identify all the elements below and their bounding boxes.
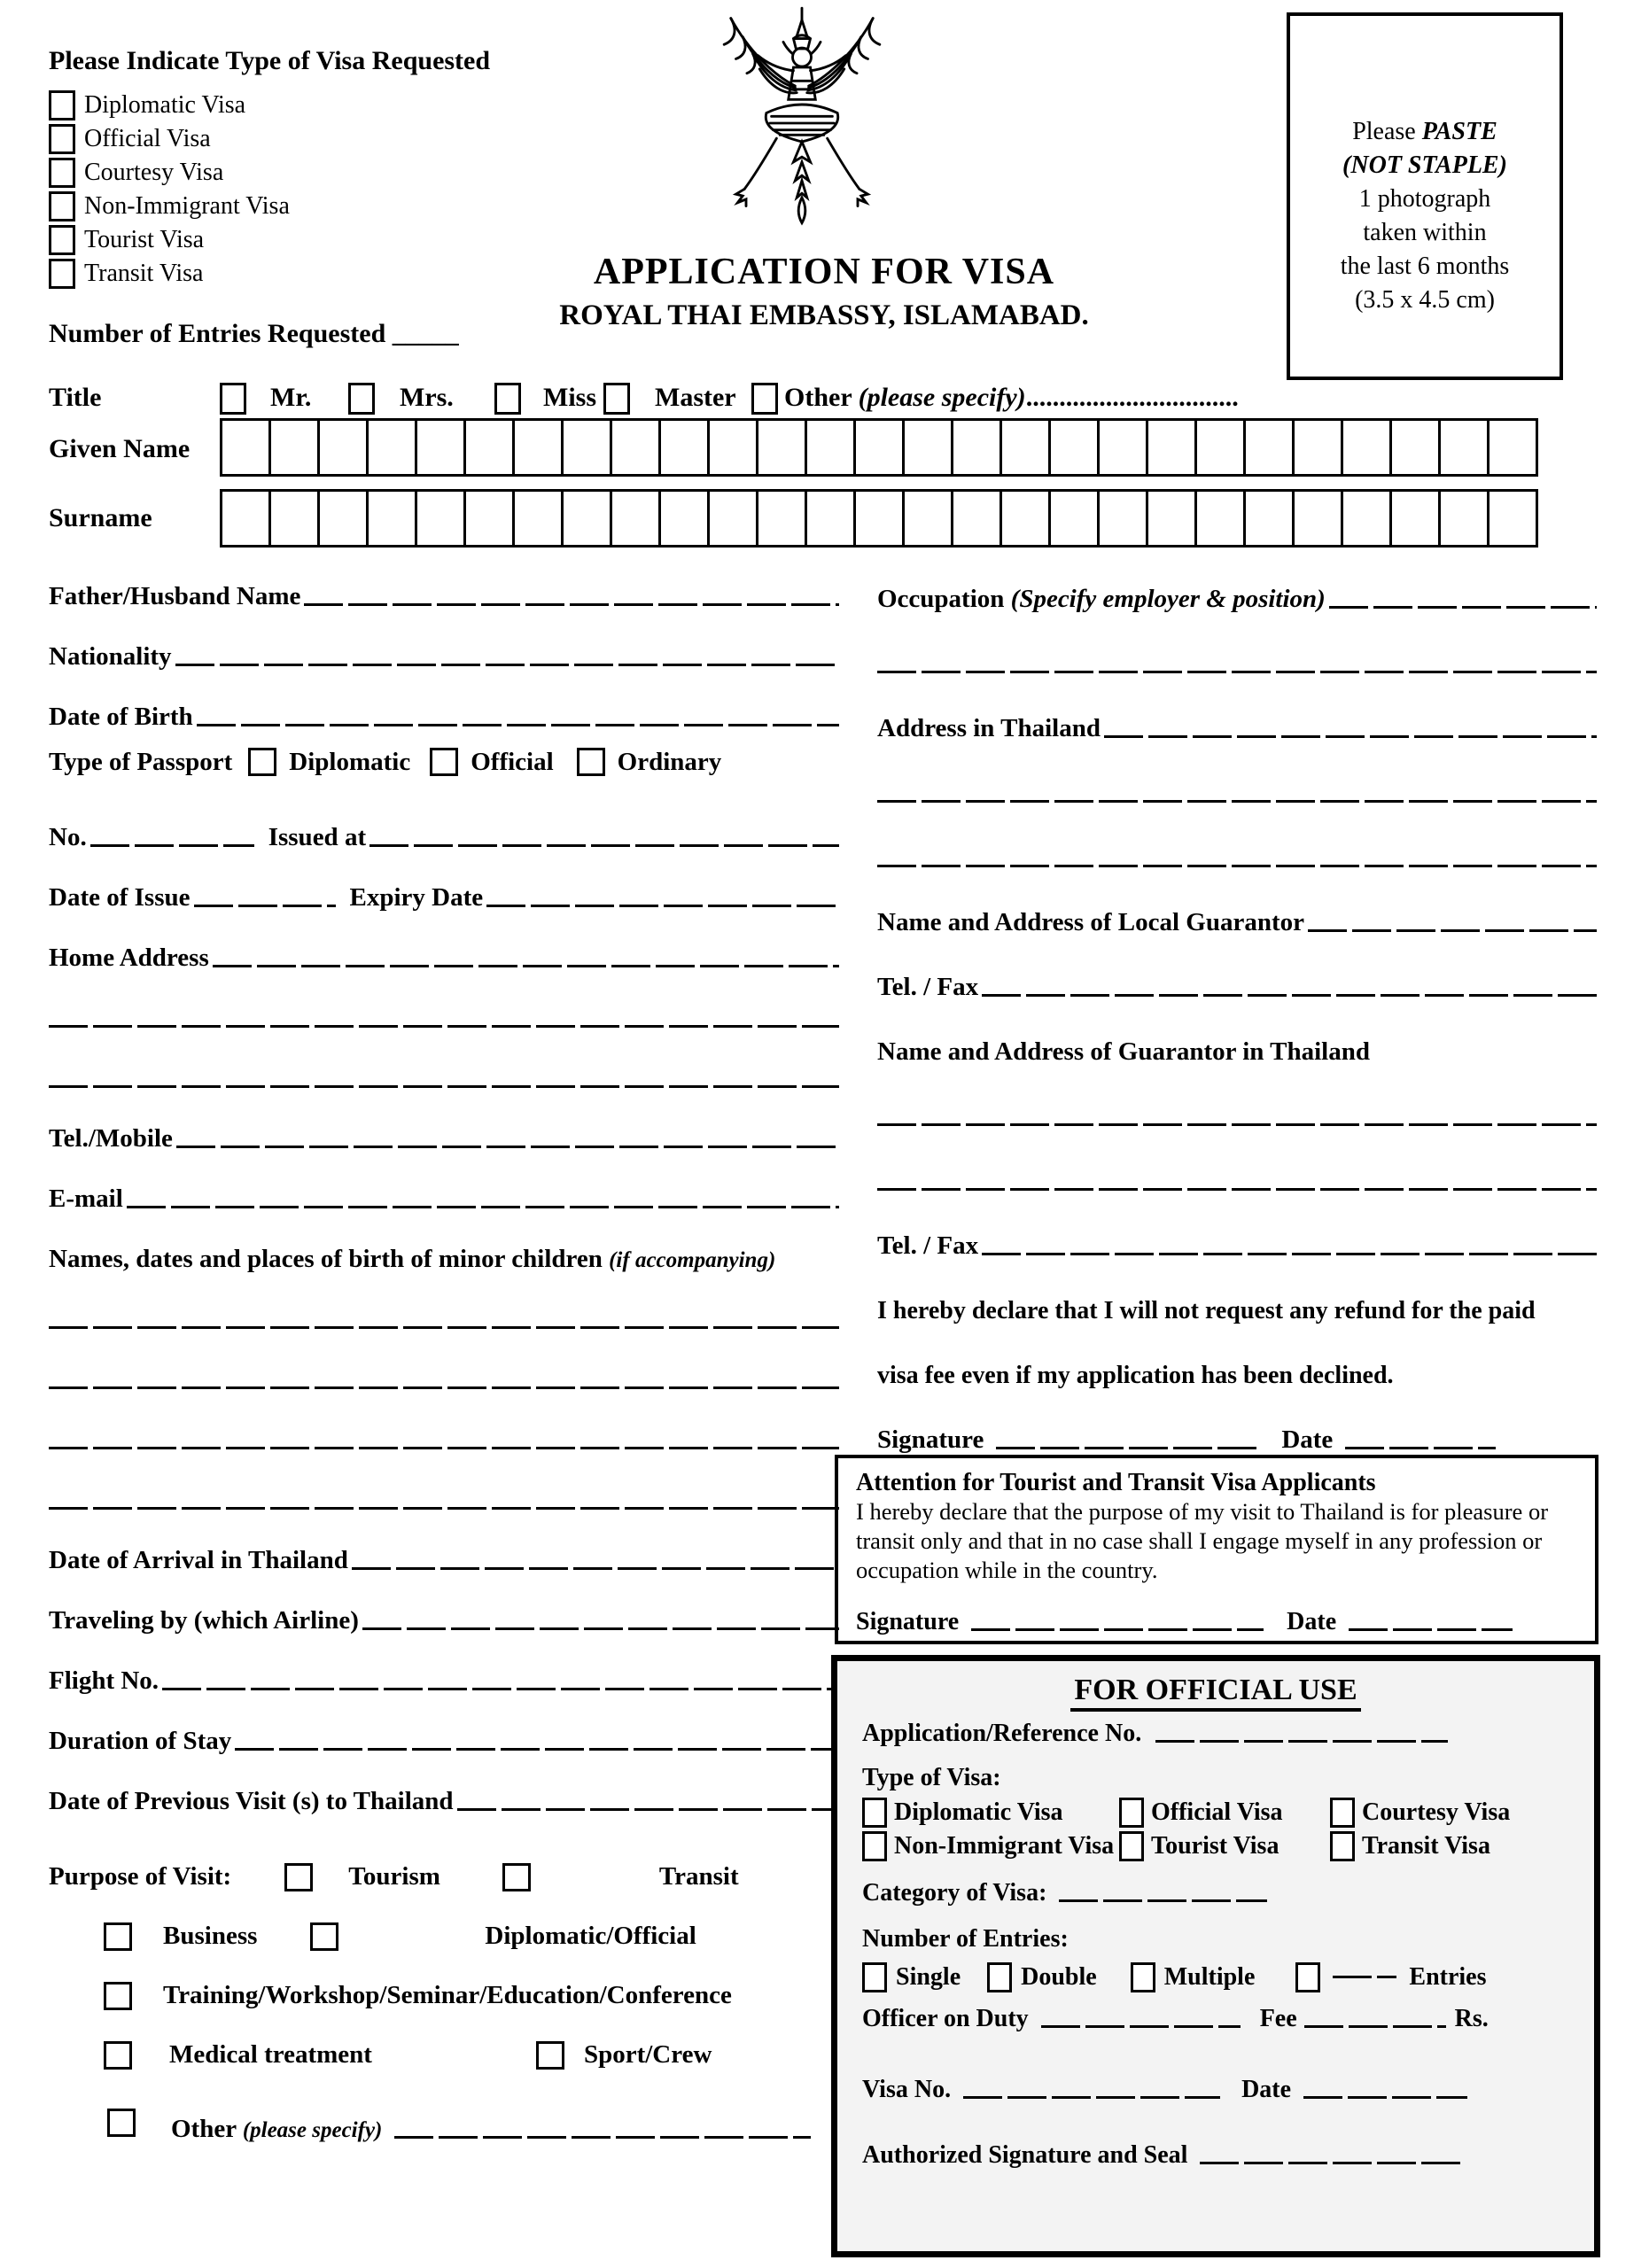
char-cell[interactable] xyxy=(807,421,856,474)
char-cell[interactable] xyxy=(564,421,612,474)
passport-ordinary-label: Ordinary xyxy=(617,747,722,776)
category-label: Category of Visa: xyxy=(862,1879,1047,1907)
char-cell[interactable] xyxy=(417,492,466,545)
official-diplomatic-visa-label: Diplomatic Visa xyxy=(894,1798,1063,1826)
passport-diplomatic-label: Diplomatic xyxy=(289,747,411,776)
title-other-checkbox[interactable] xyxy=(751,383,778,415)
right-column xyxy=(877,549,1597,1455)
guarantor-thailand-line-1[interactable] xyxy=(877,1123,1597,1126)
char-cell[interactable] xyxy=(758,492,807,545)
non-immigrant-visa-checkbox[interactable] xyxy=(49,191,75,221)
diplomatic-visa-label: Diplomatic Visa xyxy=(84,91,246,119)
surname-label: Surname xyxy=(49,503,152,532)
given-name-label: Given Name xyxy=(49,434,191,463)
official-visa-label: Official Visa xyxy=(84,125,211,152)
date-field[interactable] xyxy=(1345,1447,1496,1449)
attention-date-label: Date xyxy=(1287,1608,1337,1635)
official-official-visa-label: Official Visa xyxy=(1151,1798,1283,1826)
char-cell[interactable] xyxy=(1148,492,1197,545)
courtesy-visa-checkbox[interactable] xyxy=(49,158,75,188)
title-mr-label: Mr. xyxy=(270,383,312,412)
entries-double-label: Double xyxy=(1021,1963,1097,1991)
purpose-other-checkbox[interactable] xyxy=(107,2109,136,2137)
tel-mobile-field[interactable] xyxy=(176,1146,839,1148)
purpose-tourism-label: Tourism xyxy=(348,1862,440,1891)
photo-line-4: taken within xyxy=(1363,219,1487,246)
father-husband-label: Father/Husband Name xyxy=(49,582,301,610)
guarantor-thailand-line-2[interactable] xyxy=(877,1188,1597,1191)
char-cell[interactable] xyxy=(1148,421,1197,474)
entries-requested-label: Number of Entries Requested xyxy=(49,319,386,348)
title-other-label: Other (please specify)................................ xyxy=(784,383,1239,412)
entries-double-checkbox[interactable] xyxy=(987,1962,1012,1992)
duration-label: Duration of Stay xyxy=(49,1727,232,1755)
non-immigrant-visa-label: Non-Immigrant Visa xyxy=(84,192,290,220)
previous-visit-label: Date of Previous Visit (s) to Thailand xyxy=(49,1787,454,1815)
minor-children-line-4[interactable] xyxy=(49,1507,839,1510)
char-cell[interactable] xyxy=(515,492,564,545)
official-use-title: FOR OFFICIAL USE xyxy=(862,1674,1569,1707)
char-cell[interactable] xyxy=(1295,421,1343,474)
entries-requested-row xyxy=(49,319,459,349)
purpose-medical-label: Medical treatment xyxy=(169,2040,372,2069)
passport-no-label: No. xyxy=(49,823,87,851)
purpose-section xyxy=(49,1847,846,2144)
auth-seal-label: Authorized Signature and Seal xyxy=(862,2141,1188,2169)
visa-no-field[interactable] xyxy=(963,2096,1220,2099)
entries-word-label: Entries xyxy=(1409,1963,1487,1991)
purpose-label: Purpose of Visit: xyxy=(49,1862,232,1891)
local-guarantor-field[interactable] xyxy=(1308,929,1597,932)
local-guarantor-label: Name and Address of Local Guarantor xyxy=(877,908,1305,936)
minor-children-line-1[interactable] xyxy=(49,1326,839,1329)
title-label: Title xyxy=(49,383,102,412)
char-cell[interactable] xyxy=(1441,421,1490,474)
date-label: Date xyxy=(1281,1425,1334,1454)
entries-count-field[interactable] xyxy=(1333,1976,1396,1978)
title-row xyxy=(49,374,1608,416)
attention-date-field[interactable] xyxy=(1349,1628,1513,1631)
char-cell[interactable] xyxy=(905,492,953,545)
official-transit-visa-label: Transit Visa xyxy=(1362,1832,1490,1860)
signature-field[interactable] xyxy=(996,1447,1262,1449)
char-cell[interactable] xyxy=(466,421,515,474)
title-miss-checkbox[interactable] xyxy=(494,383,521,415)
father-husband-field[interactable] xyxy=(304,603,839,606)
entries-single-label: Single xyxy=(896,1963,961,1991)
fee-field[interactable] xyxy=(1304,2025,1446,2028)
arrival-date-field[interactable] xyxy=(352,1567,839,1570)
entries-single-checkbox[interactable] xyxy=(862,1962,887,1992)
officer-label: Officer on Duty xyxy=(862,2005,1029,2032)
date-of-issue-field[interactable] xyxy=(194,905,336,907)
purpose-diplomatic-label: Diplomatic/Official xyxy=(485,1922,696,1950)
official-non-immigrant-visa-checkbox[interactable] xyxy=(862,1831,887,1861)
char-cell[interactable] xyxy=(905,421,953,474)
visa-no-label: Visa No. xyxy=(862,2076,952,2103)
entries-multiple-checkbox[interactable] xyxy=(1131,1962,1155,1992)
nationality-field[interactable] xyxy=(175,664,839,666)
transit-visa-checkbox[interactable] xyxy=(49,259,75,289)
official-transit-visa-checkbox[interactable] xyxy=(1330,1831,1355,1861)
purpose-other-field[interactable] xyxy=(394,2136,811,2139)
char-cell[interactable] xyxy=(417,421,466,474)
char-cell[interactable] xyxy=(1002,421,1051,474)
char-cell[interactable] xyxy=(1441,492,1490,545)
telfax-thailand-label: Tel. / Fax xyxy=(877,1231,979,1260)
photo-line-6: (3.5 x 4.5 cm) xyxy=(1355,286,1495,314)
official-non-immigrant-visa-label: Non-Immigrant Visa xyxy=(894,1832,1115,1860)
duration-field[interactable] xyxy=(235,1748,839,1751)
official-use-box xyxy=(831,1655,1600,2257)
entries-requested-field[interactable]: _____ xyxy=(392,319,459,348)
official-date-field[interactable] xyxy=(1303,2096,1467,2099)
given-name-grid xyxy=(220,418,1538,477)
attention-signature-field[interactable] xyxy=(971,1628,1264,1631)
home-address-line-2[interactable] xyxy=(49,1025,839,1028)
title-other-field[interactable]: ................................ xyxy=(1025,383,1239,412)
transit-visa-label: Transit Visa xyxy=(84,260,204,287)
official-official-visa-checkbox[interactable] xyxy=(1119,1798,1144,1828)
official-diplomatic-visa-checkbox[interactable] xyxy=(862,1798,887,1828)
title-miss-label: Miss xyxy=(543,383,596,412)
purpose-other-label: Other (please specify) xyxy=(171,2115,383,2143)
photo-line-5: the last 6 months xyxy=(1340,252,1510,280)
official-tourist-visa-checkbox[interactable] xyxy=(1119,1831,1144,1861)
char-cell[interactable] xyxy=(661,421,710,474)
char-cell[interactable] xyxy=(271,492,320,545)
char-cell[interactable] xyxy=(1246,492,1295,545)
passport-no-field[interactable] xyxy=(90,844,254,847)
fee-label: Fee xyxy=(1259,2005,1297,2032)
char-cell[interactable] xyxy=(953,421,1002,474)
purpose-training-label: Training/Workshop/Seminar/Education/Conference xyxy=(163,1981,732,2009)
airline-field[interactable] xyxy=(362,1627,839,1630)
app-ref-label: Application/Reference No. xyxy=(862,1720,1142,1747)
char-cell[interactable] xyxy=(515,421,564,474)
officer-field[interactable] xyxy=(1041,2025,1241,2028)
passport-type-label: Type of Passport xyxy=(49,747,233,776)
refund-declaration-line-1: I hereby declare that I will not request any refund for the paid xyxy=(877,1297,1536,1324)
char-cell[interactable] xyxy=(1295,492,1343,545)
purpose-transit-label: Transit xyxy=(658,1862,739,1891)
photo-line-3: 1 photograph xyxy=(1358,185,1491,213)
char-cell[interactable] xyxy=(271,421,320,474)
date-of-issue-label: Date of Issue xyxy=(49,883,191,912)
home-address-field[interactable] xyxy=(213,965,839,967)
left-column xyxy=(49,551,839,1816)
official-type-label: Type of Visa: xyxy=(862,1764,1001,1791)
attention-signature-label: Signature xyxy=(856,1608,960,1635)
dob-field[interactable] xyxy=(197,724,839,726)
char-cell[interactable] xyxy=(320,421,369,474)
dob-label: Date of Birth xyxy=(49,703,193,731)
title-mrs-label: Mrs. xyxy=(400,383,454,412)
official-visa-type-grid xyxy=(862,1792,1569,1867)
occupation-field[interactable] xyxy=(1329,606,1597,609)
char-cell[interactable] xyxy=(1100,492,1148,545)
attention-body: I hereby declare that the purpose of my visit to Thailand is for pleasure or transit only and that in no case shall I engage myself in any profession or occupation while in the country. xyxy=(856,1498,1549,1583)
courtesy-visa-label: Courtesy Visa xyxy=(84,159,224,186)
char-cell[interactable] xyxy=(1246,421,1295,474)
tourist-visa-checkbox[interactable] xyxy=(49,225,75,255)
char-cell[interactable] xyxy=(466,492,515,545)
char-cell[interactable] xyxy=(1392,492,1441,545)
entries-options-row xyxy=(862,1962,1569,1992)
passport-official-label: Official xyxy=(471,747,554,776)
char-cell[interactable] xyxy=(1490,421,1536,474)
char-cell[interactable] xyxy=(710,492,758,545)
official-courtesy-visa-label: Courtesy Visa xyxy=(1362,1798,1511,1826)
visa-type-prompt: Please Indicate Type of Visa Requested xyxy=(49,46,491,75)
char-cell[interactable] xyxy=(320,492,369,545)
form-title: APPLICATION FOR VISA xyxy=(593,252,1055,292)
official-tourist-visa-label: Tourist Visa xyxy=(1151,1832,1280,1860)
refund-declaration-line-2: visa fee even if my application has been declined. xyxy=(877,1362,1394,1389)
address-thailand-field[interactable] xyxy=(1104,735,1597,738)
title-master-label: Master xyxy=(655,383,736,412)
char-cell[interactable] xyxy=(710,421,758,474)
telfax-thailand-field[interactable] xyxy=(982,1253,1597,1255)
issued-at-field[interactable] xyxy=(369,844,839,847)
expiry-date-field[interactable] xyxy=(486,905,839,907)
purpose-business-label: Business xyxy=(163,1922,258,1950)
char-cell[interactable] xyxy=(369,421,417,474)
minor-children-line-3[interactable] xyxy=(49,1447,839,1449)
purpose-medical-checkbox[interactable] xyxy=(104,2041,132,2070)
tel-mobile-label: Tel./Mobile xyxy=(49,1124,173,1153)
char-cell[interactable] xyxy=(807,492,856,545)
official-visa-checkbox[interactable] xyxy=(49,124,75,154)
home-address-line-3[interactable] xyxy=(49,1085,839,1088)
char-cell[interactable] xyxy=(222,421,271,474)
email-label: E-mail xyxy=(49,1184,123,1213)
title-mrs-checkbox[interactable] xyxy=(348,383,375,415)
purpose-sport-checkbox[interactable] xyxy=(536,2041,564,2070)
tourist-visa-label: Tourist Visa xyxy=(84,226,205,253)
previous-visit-field[interactable] xyxy=(457,1808,839,1811)
diplomatic-visa-checkbox[interactable] xyxy=(49,90,75,120)
passport-diplomatic-checkbox[interactable] xyxy=(248,748,276,776)
passport-ordinary-checkbox[interactable] xyxy=(577,748,605,776)
char-cell[interactable] xyxy=(222,492,271,545)
purpose-transit-checkbox[interactable] xyxy=(502,1863,531,1891)
char-cell[interactable] xyxy=(1343,421,1392,474)
telfax-local-label: Tel. / Fax xyxy=(877,973,979,1001)
visa-type-section xyxy=(49,46,490,291)
attention-title: Attention for Tourist and Transit Visa Applicants xyxy=(856,1469,1376,1496)
email-field[interactable] xyxy=(127,1206,839,1208)
char-cell[interactable] xyxy=(1197,492,1246,545)
passport-official-checkbox[interactable] xyxy=(430,748,458,776)
guarantor-thailand-label: Name and Address of Guarantor in Thailand xyxy=(877,1037,1370,1066)
char-cell[interactable] xyxy=(856,492,905,545)
official-entries-label: Number of Entries: xyxy=(862,1925,1069,1953)
char-cell[interactable] xyxy=(758,421,807,474)
home-address-label: Home Address xyxy=(49,944,209,972)
photo-line-1: Please PASTE xyxy=(1352,118,1497,145)
airline-label: Traveling by (which Airline) xyxy=(49,1606,359,1635)
garuda-emblem xyxy=(709,4,895,242)
char-cell[interactable] xyxy=(1051,421,1100,474)
photo-paste-box xyxy=(1287,12,1563,380)
address-thailand-line-2[interactable] xyxy=(877,800,1597,803)
char-cell[interactable] xyxy=(661,492,710,545)
char-cell[interactable] xyxy=(1002,492,1051,545)
purpose-sport-label: Sport/Crew xyxy=(583,2040,712,2069)
official-date-label: Date xyxy=(1241,2076,1292,2103)
embassy-title: ROYAL THAI EMBASSY, ISLAMABAD. xyxy=(559,299,1089,331)
flight-no-field[interactable] xyxy=(162,1688,839,1690)
flight-no-label: Flight No. xyxy=(49,1666,159,1695)
char-cell[interactable] xyxy=(1197,421,1246,474)
occupation-label: Occupation (Specify employer & position) xyxy=(877,585,1326,613)
entries-multiple-label: Multiple xyxy=(1163,1963,1256,1991)
photo-line-2: (NOT STAPLE) xyxy=(1342,151,1507,179)
occupation-line-2[interactable] xyxy=(877,671,1597,673)
official-courtesy-visa-checkbox[interactable] xyxy=(1330,1798,1355,1828)
nationality-label: Nationality xyxy=(49,642,172,671)
signature-label: Signature xyxy=(877,1425,984,1454)
title-master-checkbox[interactable] xyxy=(603,383,630,415)
app-ref-field[interactable] xyxy=(1155,1740,1448,1743)
address-thailand-label: Address in Thailand xyxy=(877,714,1101,742)
category-field[interactable] xyxy=(1059,1899,1267,1902)
minor-children-label: Names, dates and places of birth of minor children (if accompanying) xyxy=(49,1245,776,1273)
purpose-diplomatic-checkbox[interactable] xyxy=(310,1922,338,1951)
char-cell[interactable] xyxy=(369,492,417,545)
purpose-training-checkbox[interactable] xyxy=(104,1982,132,2010)
char-cell[interactable] xyxy=(612,492,661,545)
title-mr-checkbox[interactable] xyxy=(220,383,246,415)
telfax-local-field[interactable] xyxy=(982,994,1597,997)
arrival-date-label: Date of Arrival in Thailand xyxy=(49,1546,348,1574)
minor-children-line-2[interactable] xyxy=(49,1386,839,1389)
char-cell[interactable] xyxy=(564,492,612,545)
purpose-business-checkbox[interactable] xyxy=(104,1922,132,1951)
expiry-date-label: Expiry Date xyxy=(349,883,484,912)
issued-at-label: Issued at xyxy=(268,823,367,851)
char-cell[interactable] xyxy=(1343,492,1392,545)
auth-seal-field[interactable] xyxy=(1200,2162,1461,2164)
rs-label: Rs. xyxy=(1454,2005,1489,2032)
char-cell[interactable] xyxy=(1100,421,1148,474)
char-cell[interactable] xyxy=(1392,421,1441,474)
char-cell[interactable] xyxy=(612,421,661,474)
attention-box xyxy=(835,1455,1598,1644)
char-cell[interactable] xyxy=(856,421,905,474)
surname-grid xyxy=(220,489,1538,548)
address-thailand-line-3[interactable] xyxy=(877,865,1597,867)
char-cell[interactable] xyxy=(953,492,1002,545)
entries-other-checkbox[interactable] xyxy=(1295,1962,1320,1992)
char-cell[interactable] xyxy=(1490,492,1536,545)
purpose-tourism-checkbox[interactable] xyxy=(284,1863,313,1891)
char-cell[interactable] xyxy=(1051,492,1100,545)
